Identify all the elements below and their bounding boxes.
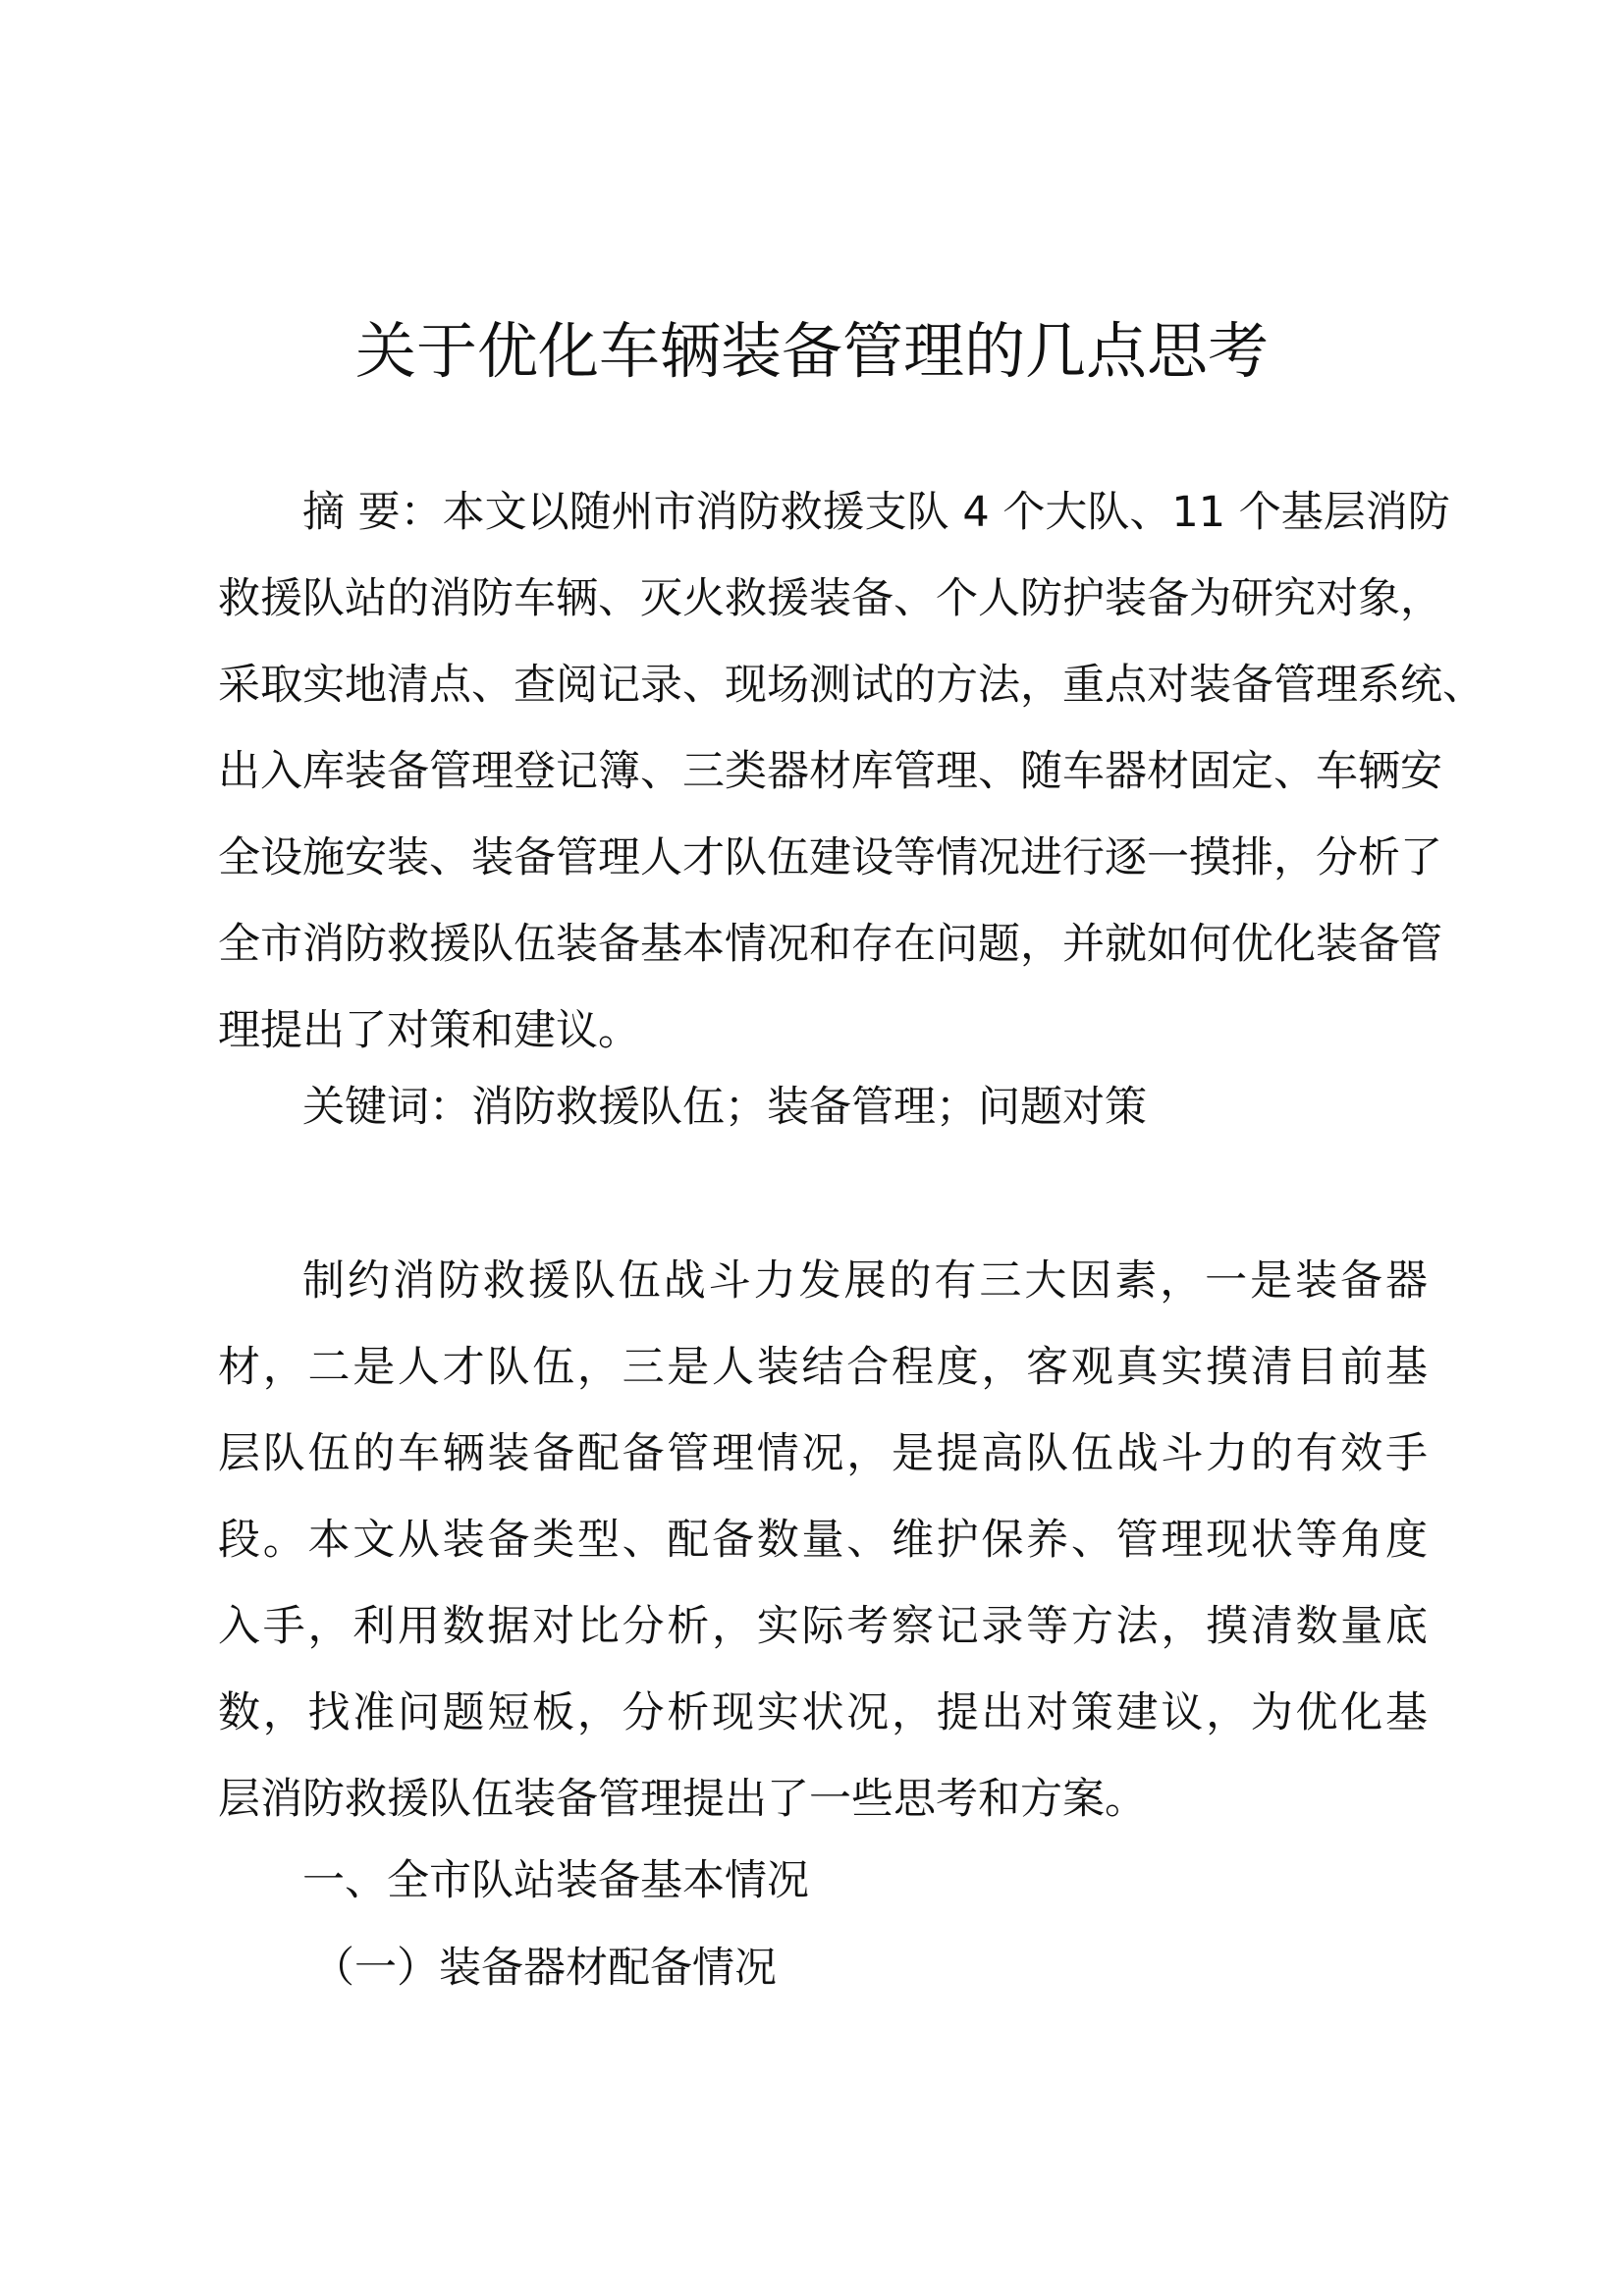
intro-paragraph	[218, 1238, 1428, 1842]
document-title: 关于优化车辆装备管理的几点思考	[354, 315, 1269, 387]
abstract-line: 理提出了对策和建议。	[218, 1006, 640, 1055]
paragraph-line: 段。本文从装备类型、配备数量、维护保养、管理现状等角度	[218, 1516, 1428, 1565]
paragraph-line: 数，找准问题短板，分析现实状况，提出对策建议，为优化基	[218, 1688, 1428, 1737]
abstract-line: 全市消防救援队伍装备基本情况和存在问题，并就如何优化装备管	[218, 920, 1442, 969]
paragraph-line: 层消防救援队伍装备管理提出了一些思考和方案。	[218, 1775, 1147, 1824]
keywords-line: 关键词：消防救援队伍；装备管理；问题对策	[302, 1083, 1147, 1132]
paragraph-line: 层队伍的车辆装备配备管理情况，是提高队伍战斗力的有效手	[218, 1429, 1428, 1478]
section-heading	[218, 1838, 1428, 1924]
section-heading-text: 一、全市队站装备基本情况	[302, 1856, 809, 1905]
keywords	[218, 1064, 1428, 1150]
subsection-heading-text: （一）装备器材配备情况	[312, 1944, 777, 1993]
abstract-line: 出入库装备管理登记簿、三类器材库管理、随车器材固定、车辆安	[218, 747, 1442, 796]
paragraph-line: 材，二是人才队伍，三是人装结合程度，客观真实摸清目前基	[218, 1343, 1428, 1392]
abstract-line: 摘 要：本文以随州市消防救援支队 4 个大队、11 个基层消防	[302, 488, 1450, 537]
abstract-line: 全设施安装、装备管理人才队伍建设等情况进行逐一摸排，分析了	[218, 833, 1442, 882]
abstract	[218, 469, 1485, 1074]
abstract-line: 采取实地清点、查阅记录、现场测试的方法，重点对装备管理系统、	[218, 661, 1485, 710]
subsection-heading	[218, 1925, 1428, 2011]
abstract-line: 救援队站的消防车辆、灭火救援装备、个人防护装备为研究对象，	[218, 574, 1442, 623]
paragraph-line: 制约消防救援队伍战斗力发展的有三大因素，一是装备器	[302, 1256, 1428, 1306]
paragraph-line: 入手，利用数据对比分析，实际考察记录等方法，摸清数量底	[218, 1602, 1428, 1651]
